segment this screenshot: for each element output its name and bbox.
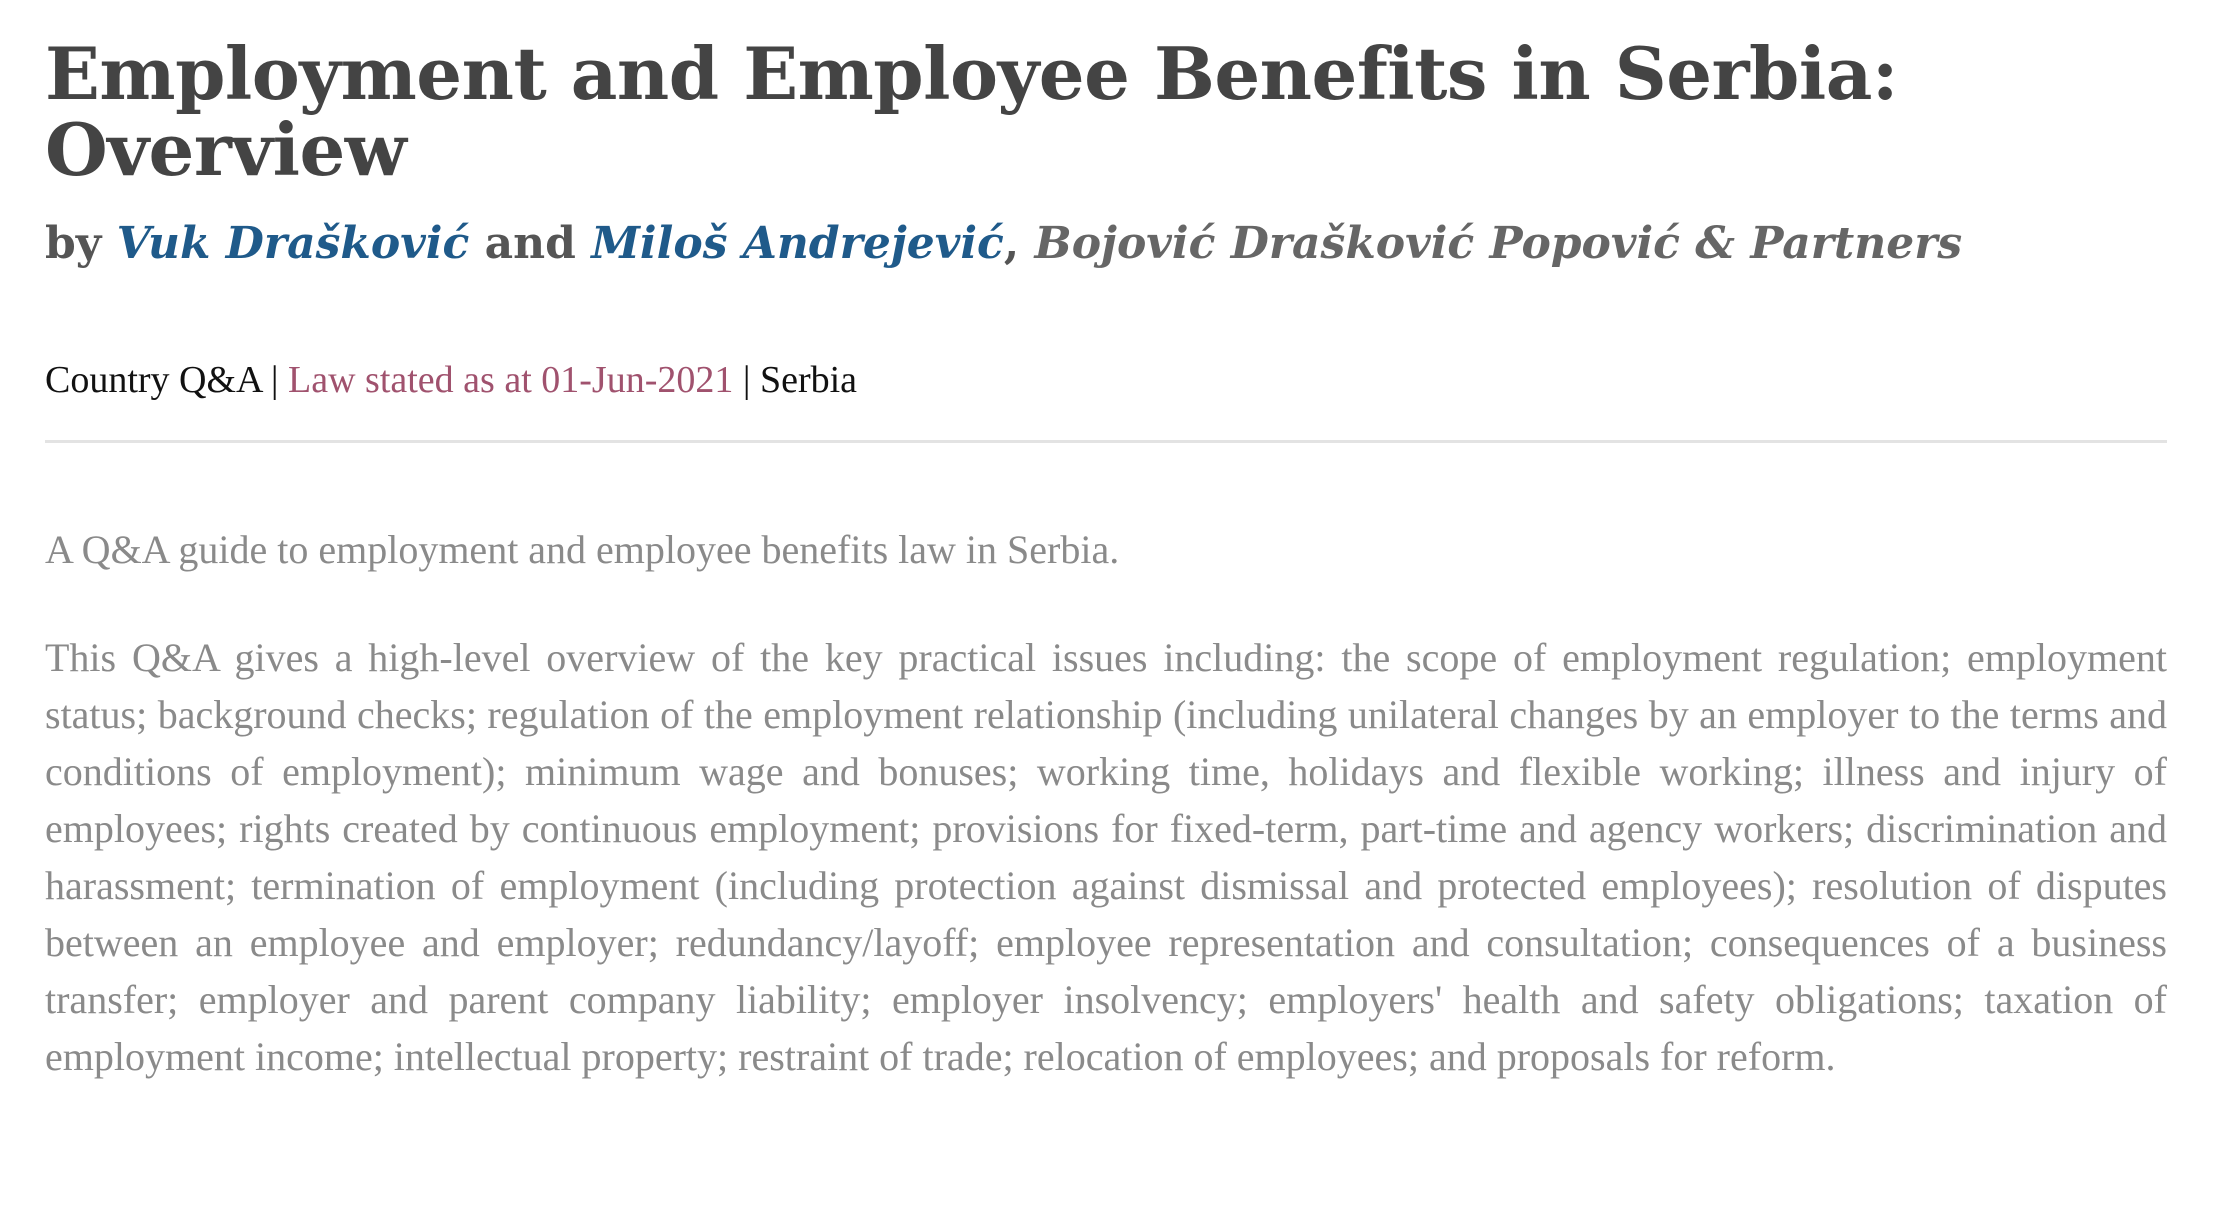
byline [45, 216, 2167, 272]
meta-separator: | [733, 359, 760, 401]
resource-type: Country Q&A [45, 359, 262, 401]
overview-paragraph: This Q&A gives a high-level overview of the key practical issues including: the scope of employment regulation; employment status; background checks; regulation of the employment relationship (including unilateral changes by an employer to the terms and conditions of employment); minimum wage and bonuses; working time, holidays and flexible working; illness and injury of employees; rights created by continuous employment; provisions for fixed-term, part-time and agency workers; discrimination and harassment; termination of employment (including protection against dismissal and protected employees); resolution of disputes between an employee and employer; redundancy/layoff; employee representation and consultation; consequences of a business transfer; employer and parent company liability; employer insolvency; employers' health and safety obligations; taxation of employment income; intellectual property; restraint of trade; relocation of employees; and proposals for reform. [45, 635, 2167, 1079]
law-firm-name: Bojović Drašković Popović & Partners [1034, 218, 1963, 269]
law-stated-date[interactable]: Law stated as at 01-Jun-2021 [288, 359, 734, 401]
summary-paragraph: A Q&A guide to employment and employee benefits law in Serbia. [45, 527, 1120, 572]
page-title: Employment and Employee Benefits in Serbia: Overview [45, 31, 1898, 192]
byline-joiner: and [469, 218, 592, 269]
document-meta [45, 356, 2167, 404]
byline-prefix: by [45, 218, 117, 269]
divider [45, 440, 2167, 443]
jurisdiction: Serbia [759, 359, 858, 401]
firm-separator: , [1003, 218, 1035, 269]
author-link-vuk-draskovic[interactable]: Vuk Drašković [116, 218, 470, 269]
meta-separator: | [261, 359, 289, 401]
article [45, 0, 2167, 1125]
author-link-milos-andrejevic[interactable]: Miloš Andrejević [591, 218, 1004, 269]
